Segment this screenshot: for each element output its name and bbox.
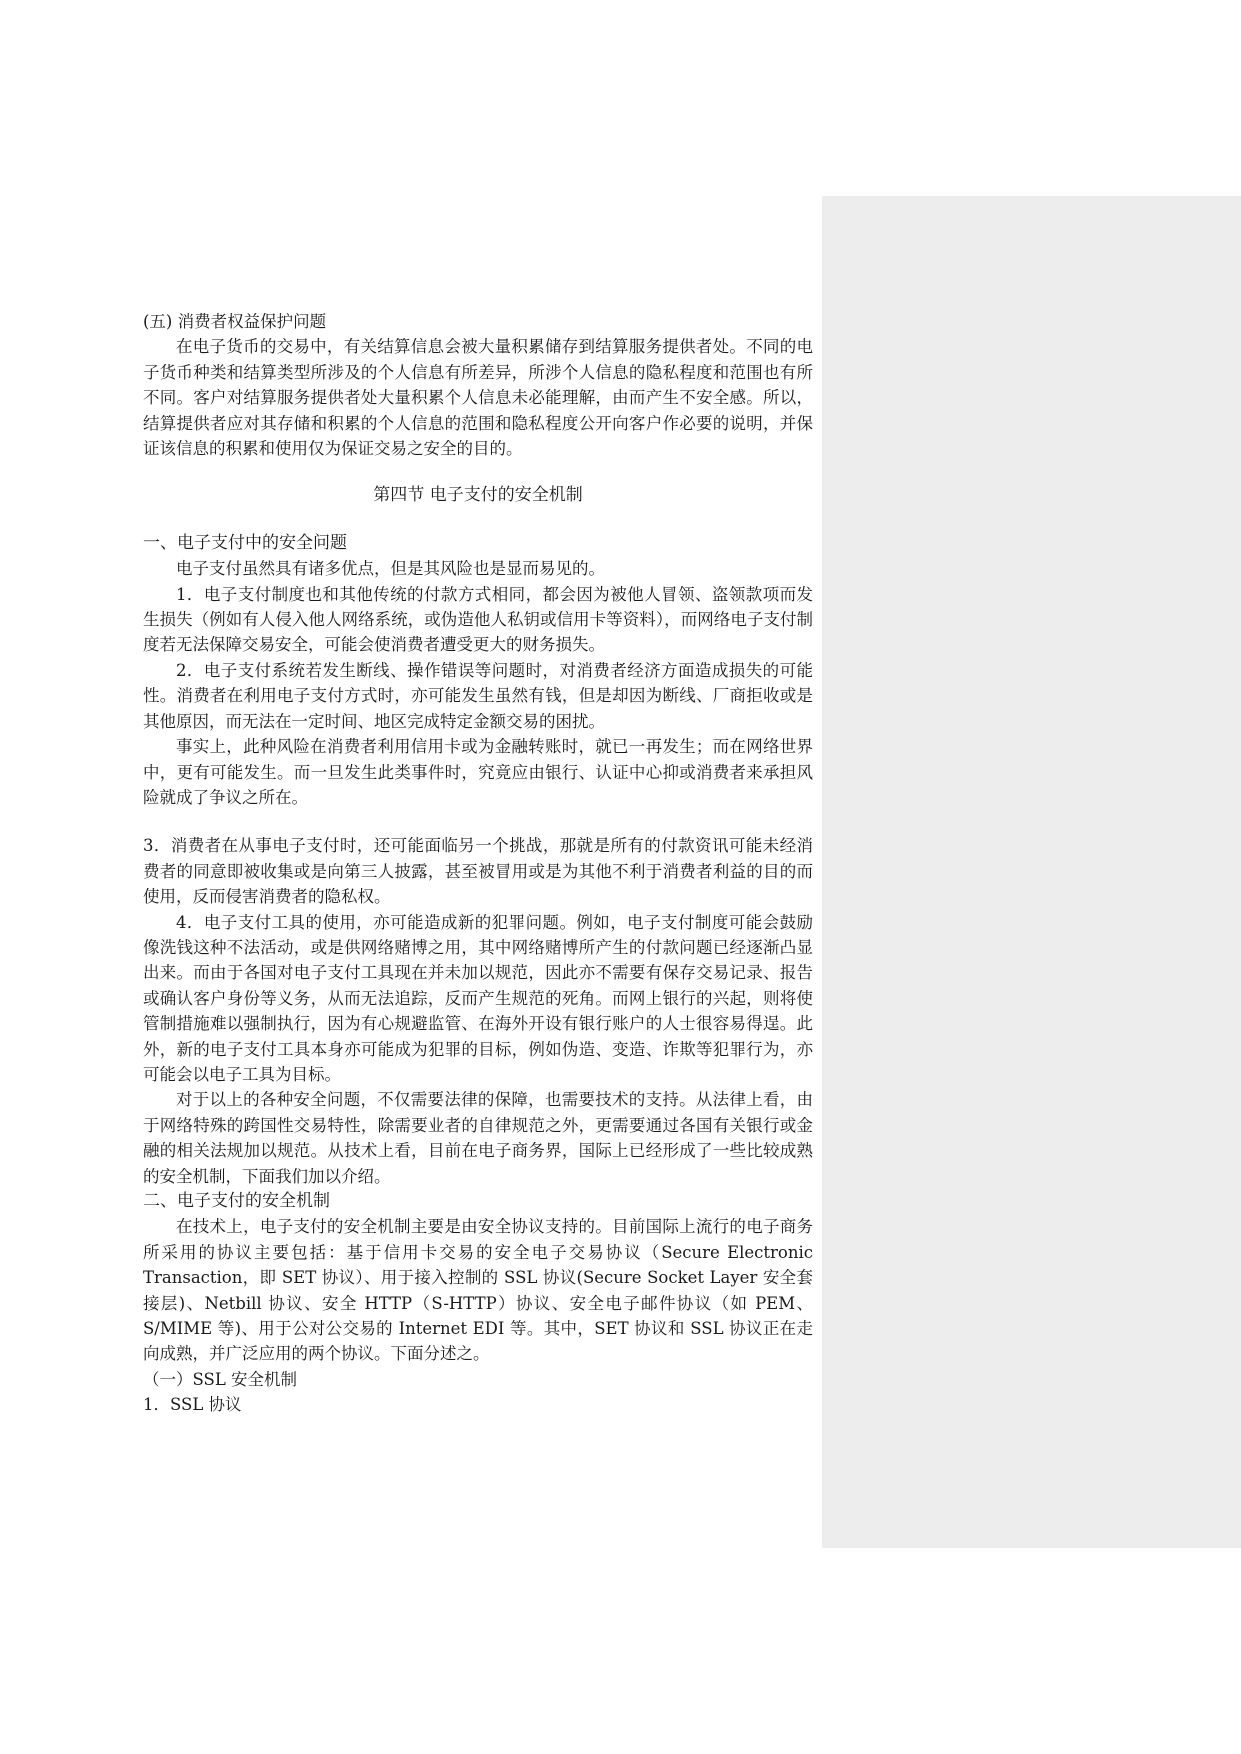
heading-security-issues: 一、电子支付中的安全问题 bbox=[143, 532, 347, 553]
heading-ssl: （一）SSL 安全机制 bbox=[143, 1369, 298, 1389]
paragraph-item-3: 3．消费者在从事电子支付时，还可能面临另一个挑战，那就是所有的付款资讯可能未经消费者的同意即被收集或是向第三人披露，甚至被冒用或是为其他不利于消费者利益的目的而使用，反而侵害消费者的隐私权。 bbox=[143, 836, 813, 907]
comment-margin-pane bbox=[822, 196, 1241, 1548]
chapter-title: 第四节 电子支付的安全机制 bbox=[373, 485, 583, 506]
section-v-heading: (五) 消费者权益保护问题 bbox=[143, 312, 327, 331]
section-v-paragraph: 在电子货币的交易中，有关结算信息会被大量积累储存到结算服务提供者处。不同的电子货币种类和结算类型所涉及的个人信息有所差异，所涉个人信息的隐私程度和范围也有所不同。客户对结算服务提供者处大量积累个人信息未必能理解，由而产生不安全感。所以，结算提供者应对其存储和积累的个人信息的范围和隐私程度公开向客户作必要的说明，并保证该信息的积累和使用仅为保证交易之安全的目的。 bbox=[143, 337, 813, 459]
paragraph-summary: 对于以上的各种安全问题，不仅需要法律的保障，也需要技术的支持。从法律上看，由于网络特殊的跨国性交易特性，除需要业者的自律规范之外，更需要通过各国有关银行或金融的相关法规加以规范。从技术上看，目前在电子商务界，国际上已经形成了一些比较成熟的安全机制，下面我们加以介绍。 bbox=[143, 1090, 813, 1186]
paragraph-gap bbox=[143, 810, 813, 833]
paragraph-technology: 在技术上，电子支付的安全机制主要是由安全协议支持的。目前国际上流行的电子商务所采用的协议主要包括：基于信用卡交易的安全电子交易协议（Secure Electronic Transaction，即 SET 协议）、用于接入控制的 SSL 协议(Secure Socket Layer 安全套接层)、Netbill 协议、安全 HTTP（S-HTTP）协议、安全电子邮件协议（如 PEM、S/MIME 等)、用于公对公交易的 Internet EDI 等。其中，SET 协议和 SSL 协议正在走向成熟，并广泛应用的两个协议。下面分述之。 bbox=[143, 1217, 813, 1364]
paragraph-fact: 事实上，此种风险在消费者利用信用卡或为金融转账时，就已一再发生；而在网络世界中，更有可能发生。而一旦发生此类事件时，究竟应由银行、认证中心抑或消费者来承担风险就成了争议之所在。 bbox=[143, 737, 813, 807]
heading-security-mechanism: 二、电子支付的安全机制 bbox=[143, 1191, 330, 1211]
document-body bbox=[143, 309, 813, 1418]
paragraph-item-1: 1．电子支付制度也和其他传统的付款方式相同，都会因为被他人冒领、盗领款项而发生损失（例如有人侵入他人网络系统，或伪造他人私钥或信用卡等资料），而网络电子支付制度若无法保障交易安全，可能会使消费者遭受更大的财务损失。 bbox=[143, 584, 813, 655]
paragraph-item-2: 2．电子支付系统若发生断线、操作错误等问题时，对消费者经济方面造成损失的可能性。消费者在利用电子支付方式时，亦可能发生虽然有钱，但是却因为断线、厂商拒收或是其他原因，而无法在一定时间、地区完成特定金额交易的困扰。 bbox=[143, 660, 813, 731]
paragraph-item-4: 4．电子支付工具的使用，亦可能造成新的犯罪问题。例如，电子支付制度可能会鼓励像洗钱这种不法活动，或是供网络赌博之用，其中网络赌博所产生的付款问题已经逐渐凸显出来。而由于各国对电子支付工具现在并未加以规范，因此亦不需要有保存交易记录、报告或确认客户身份等义务，从而无法追踪，反而产生规范的死角。而网上银行的兴起，则将使管制措施难以强制执行，因为有心规避监管、在海外开设有银行账户的人士很容易得逞。此外，新的电子支付工具本身亦可能成为犯罪的目标，例如伪造、变造、诈欺等犯罪行为，亦可能会以电子工具为目标。 bbox=[143, 912, 813, 1084]
paragraph-intro: 电子支付虽然具有诸多优点，但是其风险也是显而易见的。 bbox=[176, 559, 605, 579]
paragraph-ssl-protocol: 1．SSL 协议 bbox=[143, 1395, 242, 1415]
